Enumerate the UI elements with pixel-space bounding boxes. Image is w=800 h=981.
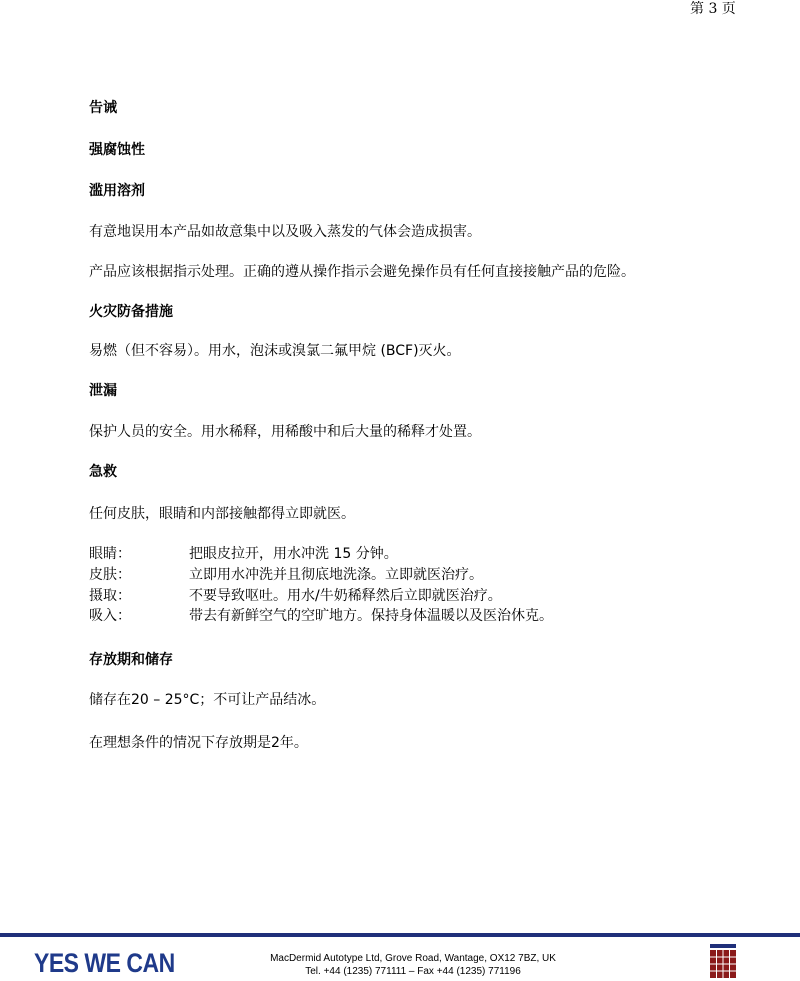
heading-first-aid: 急救 [89, 464, 117, 480]
first-aid-paragraph: 任何皮肤，眼睛和内部接触都得立即就医。 [89, 506, 355, 522]
first-aid-label: 摄取： [89, 588, 131, 604]
storage-paragraph-2: 在理想条件的情况下存放期是2年。 [89, 735, 308, 751]
footer-address [253, 952, 573, 978]
first-aid-eyes [89, 544, 398, 564]
page-number: 第 3 页 [690, 1, 736, 17]
heading-solvent-abuse: 滥用溶剂 [89, 183, 145, 199]
first-aid-text: 立即用水冲洗并且彻底地洗涤。立即就医治疗。 [189, 567, 483, 583]
warning-item: 强腐蚀性 [89, 142, 145, 158]
first-aid-text: 把眼皮拉开，用水冲洗 15 分钟。 [189, 546, 398, 562]
first-aid-text: 带去有新鲜空气的空旷地方。保持身体温暖以及医治休克。 [189, 608, 553, 624]
heading-fire-precautions: 火灾防备措施 [89, 304, 173, 320]
first-aid-label: 眼睛： [89, 546, 131, 562]
first-aid-label: 吸入： [89, 608, 131, 624]
first-aid-text: 不要导致呕吐。用水/牛奶稀释然后立即就医治疗。 [189, 588, 502, 604]
first-aid-ingestion [89, 586, 502, 606]
heading-spillage: 泄漏 [89, 383, 117, 399]
abuse-paragraph-2: 产品应该根据指示处理。正确的遵从操作指示会避免操作员有任何直接接触产品的危险。 [89, 264, 635, 280]
first-aid-inhalation [89, 606, 553, 626]
company-emblem-icon [710, 944, 736, 978]
fire-paragraph: 易燃（但不容易）。用水，泡沫或溴氯二氟甲烷 (BCF)灭火。 [89, 343, 461, 359]
heading-storage: 存放期和储存 [89, 652, 173, 668]
footer-address-line: MacDermid Autotype Ltd, Grove Road, Wantage, OX12 7BZ, UK [270, 953, 556, 964]
footer-phone-line: Tel. +44 (1235) 771111 – Fax +44 (1235) 771196 [305, 966, 521, 977]
storage-paragraph-1: 储存在20 – 25°C；不可让产品结冰。 [89, 692, 326, 708]
heading-warning: 告诫 [89, 100, 117, 116]
first-aid-label: 皮肤： [89, 567, 131, 583]
footer-divider [0, 933, 800, 937]
spill-paragraph: 保护人员的安全。用水稀释，用稀酸中和后大量的稀释才处置。 [89, 424, 481, 440]
footer-logo: YES WE CAN [34, 948, 175, 978]
first-aid-skin [89, 565, 483, 585]
abuse-paragraph-1: 有意地误用本产品如故意集中以及吸入蒸发的气体会造成损害。 [89, 224, 481, 240]
